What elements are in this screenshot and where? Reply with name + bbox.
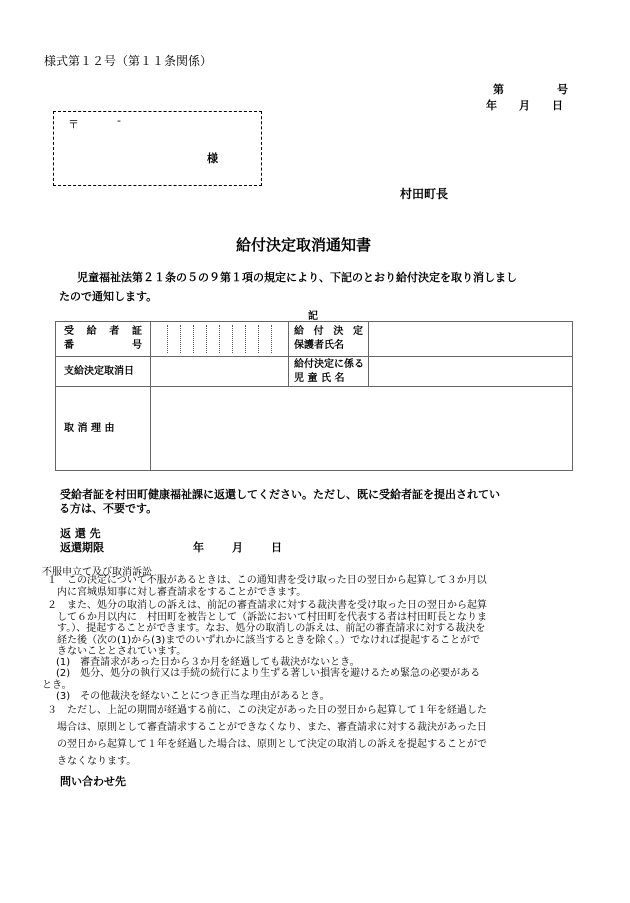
appeal-heading: 不服申立て及び取消訴訟 <box>42 567 152 578</box>
return-to-label: 返 還 先 <box>60 527 101 540</box>
date-month: 月 <box>519 99 530 112</box>
appeal-paragraph-3: ３ ただし、上記の期間が経過する前に、この決定があった日の翌日から起算して１年を経過した 場合は、原則として審査請求することができなくなり、また、審査請求に対する裁決があった日 の翌日から起算して１年を経過した場合は、原則として決定の取消しの訴えを提起することがで きなくなります。 <box>47 705 487 767</box>
issuer: 村田町長 <box>400 187 449 201</box>
appeal-item-2: (2) 処分、処分の執行又は手続の続行により生ずる著しい損害を避けるため緊急の必要がある とき。 <box>42 668 481 691</box>
return-note-line-1: 受給者証を村田町健康福祉課に返還してください。ただし、既に受給者証を提出されてい <box>60 488 500 501</box>
child-name-label: 給付決定に係る 児 童 氏 名 <box>289 357 369 387</box>
appeal-paragraph-1: １ この決定について不服があるときは、この通知書を受け取った日の翌日から起算して３か月以 内に宮城県知事に対し審査請求をすることができます。 <box>47 575 487 598</box>
date-day: 日 <box>552 99 563 112</box>
guardian-name-label: 給 付 決 定 保護者氏名 <box>289 322 369 357</box>
appeal-item-3: (3) その他裁決を経ないことにつき正当な理由があるとき。 <box>56 691 330 702</box>
guardian-name-field[interactable] <box>369 322 573 357</box>
intro-line-1: 児童福祉法第２１条の５の９第１項の規定により、下記のとおり給付決定を取り消しまし <box>77 271 517 284</box>
doc-number-dai: 第 <box>493 83 504 96</box>
address-box <box>53 111 262 186</box>
date-year: 年 <box>486 99 497 112</box>
page-title: 給付決定取消通知書 <box>236 236 372 254</box>
recipient-number-boxes[interactable] <box>151 322 289 357</box>
honorific-sama: 様 <box>207 152 218 165</box>
deadline-day: 日 <box>271 541 282 554</box>
return-deadline-label: 返還期限 <box>60 541 104 554</box>
child-name-field[interactable] <box>369 357 573 387</box>
return-note-line-2: る方は、不要です。 <box>59 502 158 515</box>
cancel-date-label: 支給決定取消日 <box>56 357 151 387</box>
deadline-month: 月 <box>232 541 243 554</box>
form-code: 様式第１２号（第１１条関係） <box>44 54 213 68</box>
doc-number-go: 号 <box>557 83 568 96</box>
appeal-item-1: (1) 審査請求があった日から３か月を経過しても裁決がないとき。 <box>56 657 360 668</box>
postal-dash: - <box>117 114 121 127</box>
recipient-number-label: 受 給 者 証 番 号 <box>56 322 151 357</box>
appeal-paragraph-2: ２ また、処分の取消しの訴えは、前記の審査請求に対する裁決書を受け取った日の翌日から起算 して６か月以内に 村田町を被告として（訴訟において村田町を代表する者は村田町長となりま す。）、提起することができます。なお、処分の取消しの訴えは、前記の審査請求に対する裁決を 経た後（次の(1)から(3)までのいずれかに該当するときを除く。）でなければ提起することがで きないこととされています。 <box>47 600 487 657</box>
cancel-date-field[interactable] <box>151 357 289 387</box>
notice-table <box>55 321 573 471</box>
deadline-year: 年 <box>193 541 204 554</box>
ki-label: 記 <box>308 311 318 322</box>
cancel-reason-label: 取 消 理 由 <box>56 387 151 471</box>
contact-label: 問い合わせ先 <box>60 775 126 788</box>
cancel-reason-field[interactable] <box>151 387 573 471</box>
postal-mark: 〒 <box>68 118 79 131</box>
intro-line-2: たので通知します。 <box>59 290 158 303</box>
